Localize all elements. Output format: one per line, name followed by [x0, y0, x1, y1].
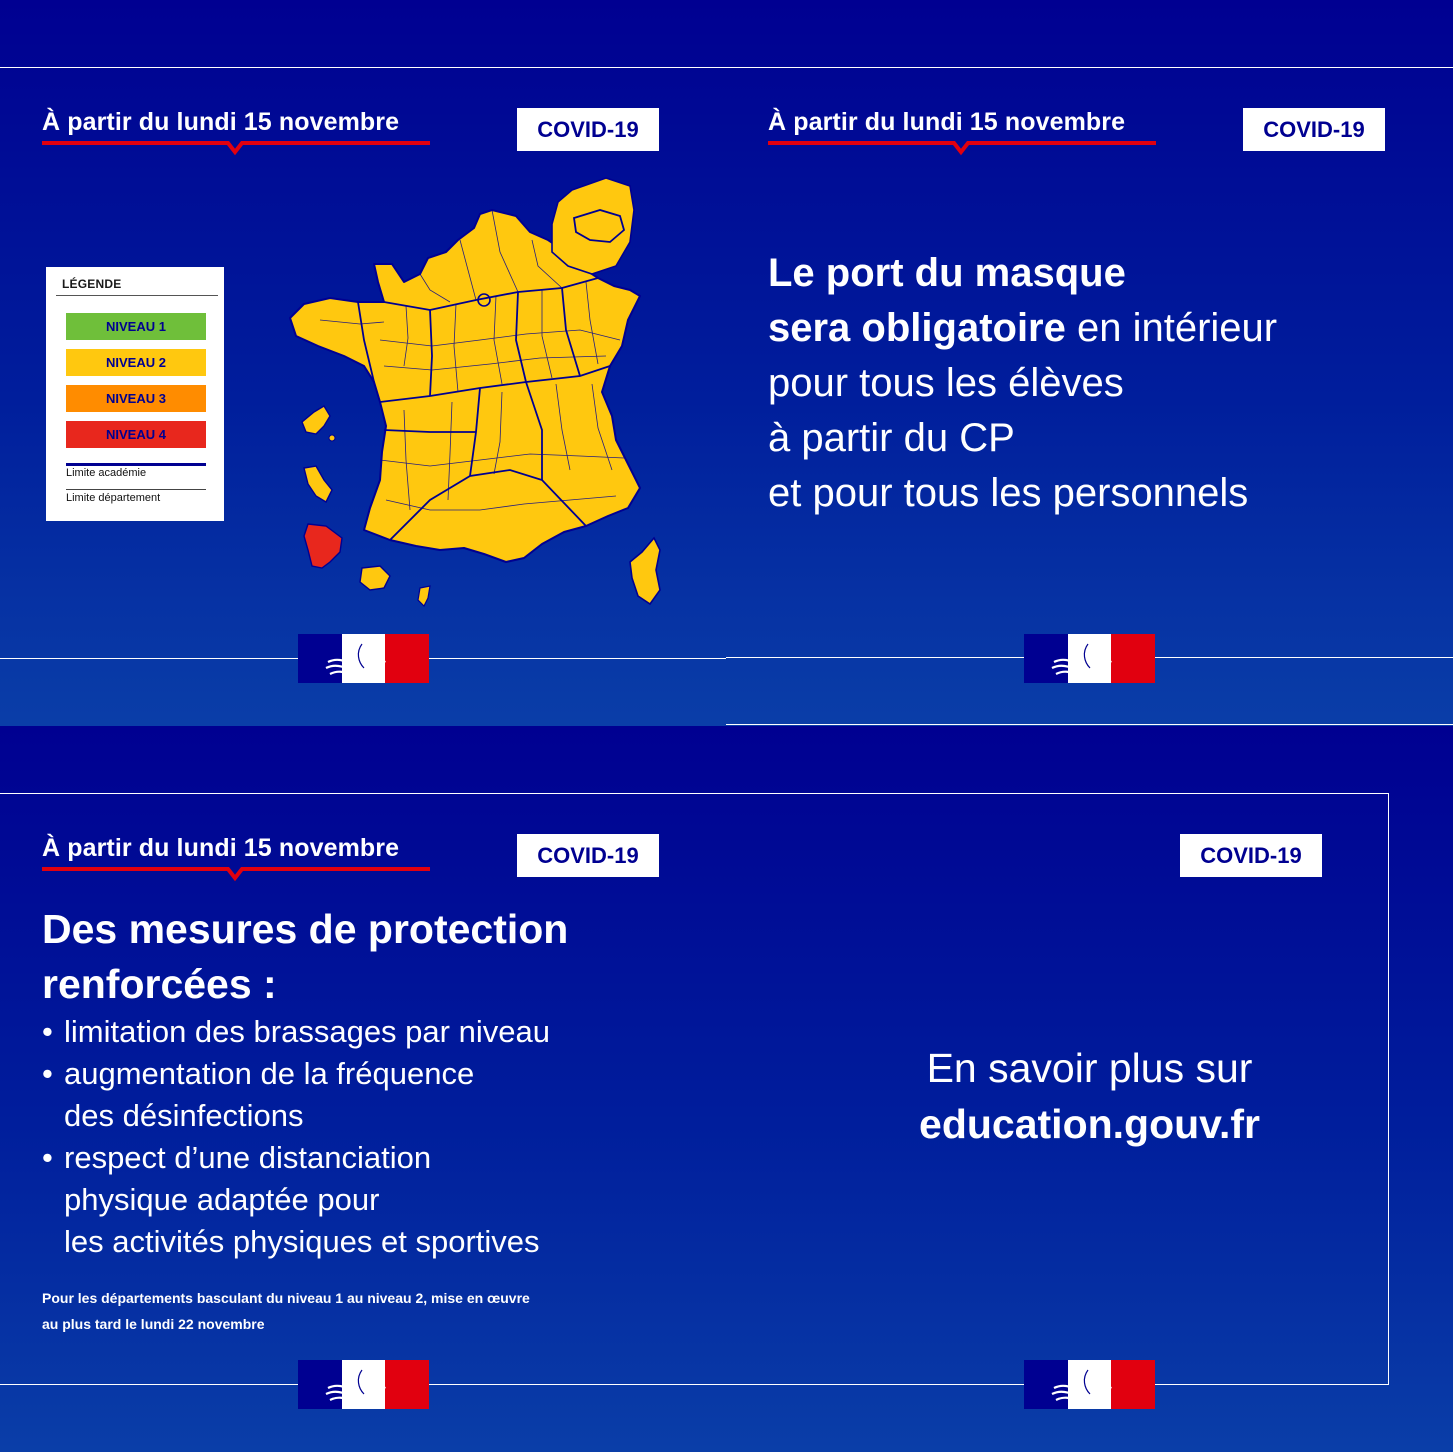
panel-info [726, 726, 1453, 1452]
legend-level-3: NIVEAU 3 [66, 385, 206, 412]
france-map-icon [280, 170, 680, 615]
list-item-line: • respect d’une distanciation [64, 1140, 432, 1175]
legend-divider [56, 295, 218, 296]
list-item-line: • augmentation de la fréquence [64, 1056, 475, 1091]
panel-mask [726, 0, 1453, 726]
more-info-message [726, 1040, 1453, 1152]
date-heading: À partir du lundi 15 novembre [42, 834, 400, 862]
date-underline [768, 140, 1156, 160]
more-info-line-1: En savoir plus sur [926, 1045, 1253, 1091]
list-item [42, 1137, 550, 1263]
frame-line-base [726, 724, 1453, 725]
marianne-logo-icon [1024, 1360, 1155, 1409]
list-item [42, 1053, 550, 1137]
mask-line-2-rest: en intérieur [1065, 306, 1278, 350]
legend-academie-line [66, 463, 206, 466]
mask-message [768, 246, 1277, 521]
measures-title-line-1: Des mesures de protection [42, 906, 569, 952]
panel-map [0, 0, 727, 726]
list-item-line: • limitation des brassages par niveau [64, 1014, 550, 1049]
marianne-logo-icon [1024, 634, 1155, 683]
legend-title: LÉGENDE [62, 277, 122, 291]
marianne-logo-icon [298, 634, 429, 683]
mask-line-3: pour tous les élèves [768, 361, 1124, 405]
mask-line-1: Le port du masque [768, 251, 1126, 295]
legend-level-2: NIVEAU 2 [66, 349, 206, 376]
legend-departement-line [66, 489, 206, 490]
list-item-line: physique adaptée pour [64, 1182, 380, 1217]
date-underline [42, 866, 430, 886]
mask-line-4: à partir du CP [768, 416, 1015, 460]
date-heading: À partir du lundi 15 novembre [42, 108, 400, 136]
list-item-line: les activités physiques et sportives [64, 1224, 540, 1259]
measures-title-line-2: renforcées : [42, 961, 277, 1007]
map-legend [46, 267, 224, 521]
covid-badge: COVID-19 [1243, 108, 1385, 151]
frame-line-top [726, 793, 1389, 794]
frame-line-top [0, 67, 727, 68]
frame-line-top [726, 67, 1453, 68]
marianne-logo-icon [298, 1360, 429, 1409]
mask-line-5: et pour tous les personnels [768, 471, 1249, 515]
covid-badge: COVID-19 [517, 108, 659, 151]
legend-academie-label: Limite académie [66, 467, 147, 479]
covid-badge: COVID-19 [1180, 834, 1322, 877]
footnote-line-2: au plus tard le lundi 22 novembre [42, 1316, 265, 1332]
frame-line-top [0, 793, 727, 794]
date-heading: À partir du lundi 15 novembre [768, 108, 1126, 136]
panel-measures [0, 726, 727, 1452]
mask-line-2-bold: sera obligatoire [768, 306, 1066, 350]
covid-badge: COVID-19 [517, 834, 659, 877]
legend-departement-label: Limite département [66, 492, 161, 504]
list-item [42, 1011, 550, 1053]
measures-list [42, 1011, 550, 1263]
footnote [42, 1285, 530, 1337]
legend-level-1: NIVEAU 1 [66, 313, 206, 340]
date-underline [42, 140, 430, 160]
website-link[interactable]: education.gouv.fr [919, 1101, 1260, 1147]
list-item-line: des désinfections [64, 1098, 304, 1133]
footnote-line-1: Pour les départements basculant du niveau 1 au niveau 2, mise en œuvre [42, 1290, 530, 1306]
legend-level-4: NIVEAU 4 [66, 421, 206, 448]
measures-title [42, 902, 568, 1012]
